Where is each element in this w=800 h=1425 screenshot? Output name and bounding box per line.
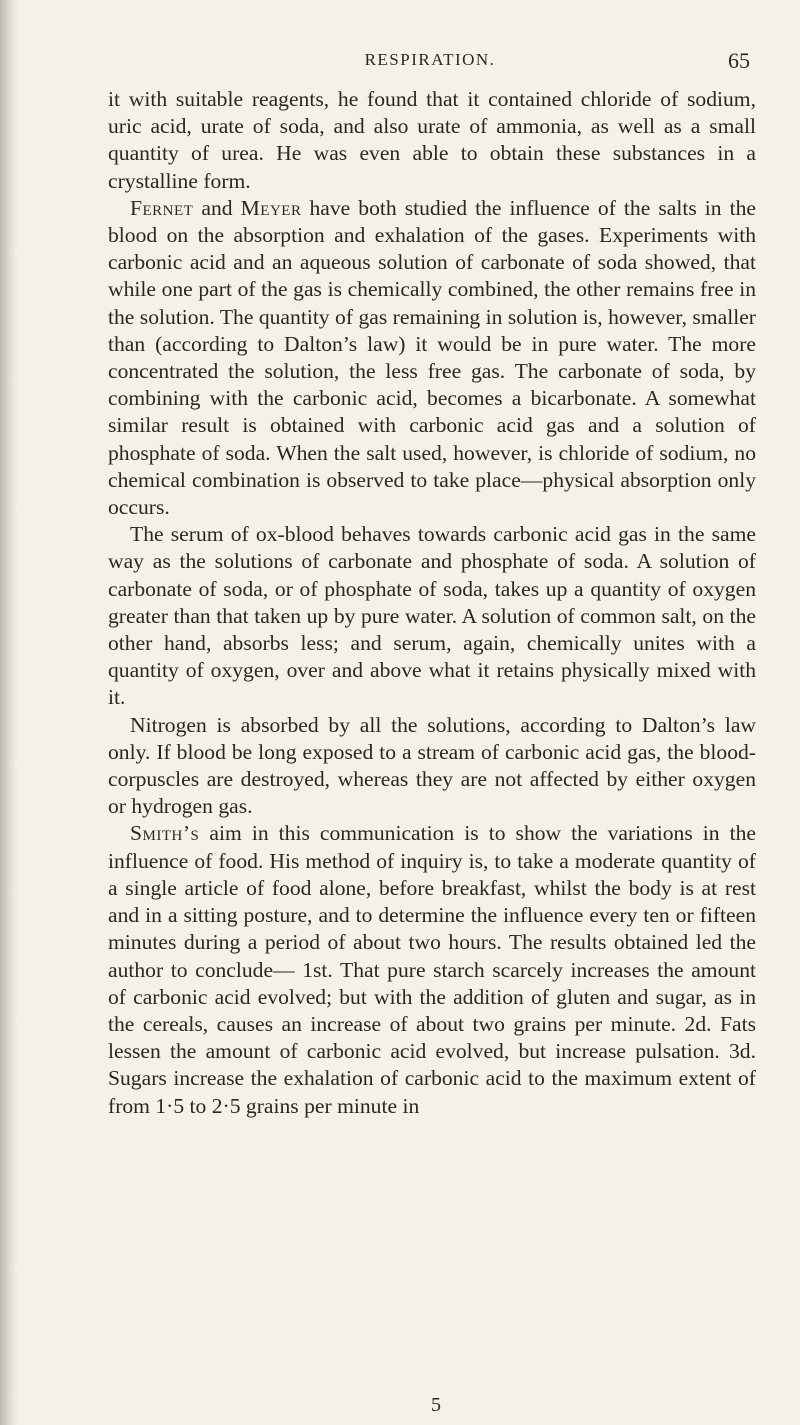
paragraph-2-text: have both studied the influence of the salts in the blood on the absorption and exhalation of the gases. Experiments with carbonic acid and an aqueous solution of carbonate of soda showed, that while one part of the gas is chemically combined, the other remains free in the solution. The quantity of gas remaining in solution is, however, smaller than (according to Dalton’s law) it would be in pure water. The more concentrated the solution, the less free gas. The carbonate of soda, by combining with the carbonic acid, becomes a bicarbonate. A somewhat similar result is obtained with carbonic acid gas and a solution of phosphate of soda. When the salt used, however, is chloride of sodium, no chemical combination is observed to take place—physical absorption only occurs. — [108, 195, 756, 520]
paragraph-5-text: aim in this communication is to show the variations in the influence of food. His method of inquiry is, to take a moderate quantity of a single article of food alone, before breakfast, whilst the body is at rest and in a sitting posture, and to determine the influence every ten or fifteen minutes during a period of about two hours. The results obtained led the author to conclude— 1st. That pure starch scarcely increases the amount of carbonic acid evolved; but with the addition of gluten and sugar, as in the cereals, causes an increase of about two grains per minute. 2d. Fats lessen the amount of carbonic acid evolved, but increase pulsation. 3d. Sugars increase the exhalation of carbonic acid to the maximum extent of from 1·5 to 2·5 grains per minute in — [108, 821, 756, 1118]
paragraph-3-text: The serum of ox-blood behaves towards carbonic acid gas in the same way as the solutions of carbonate and phosphate of soda. A solution of carbonate of soda, or of phosphate of soda, takes up a quantity of oxygen greater than that taken up by pure water. A solution of common salt, on the other hand, absorbs less; and serum, again, chemically unites with a quantity of oxygen, over and above what it retains physically mixed with it. — [108, 522, 756, 710]
paragraph-4-text: Nitrogen is absorbed by all the solutions, according to Dalton’s law only. If blood be long exposed to a stream of carbonic acid gas, the blood-corpuscles are destroyed, whereas they are not affected by either oxygen or hydrogen gas. — [108, 712, 756, 819]
body-text — [108, 86, 756, 1120]
author-name-fernet: Fernet — [130, 195, 194, 220]
paragraph-3 — [108, 521, 756, 711]
paragraph-2 — [108, 195, 756, 521]
running-title: RESPIRATION. — [364, 50, 496, 69]
paragraph-1-text: it with suitable reagents, he found that it contained chloride of sodium, uric acid, urate of soda, and also urate of ammonia, as well as a small quantity of urea. He was even able to obtain these substances in a crystalline form. — [108, 87, 756, 193]
author-name-meyer: Meyer — [240, 195, 302, 220]
paragraph-5 — [108, 820, 756, 1119]
paragraph-4 — [108, 712, 756, 821]
signature-mark: 5 — [431, 1394, 441, 1416]
page-binding-shadow — [0, 0, 18, 1425]
page-number: 65 — [728, 48, 750, 73]
paragraph-1 — [108, 86, 756, 195]
page-header — [110, 50, 750, 80]
paragraph-2-conjunction: and — [193, 195, 241, 220]
author-name-smith: Smith’s — [130, 821, 200, 846]
